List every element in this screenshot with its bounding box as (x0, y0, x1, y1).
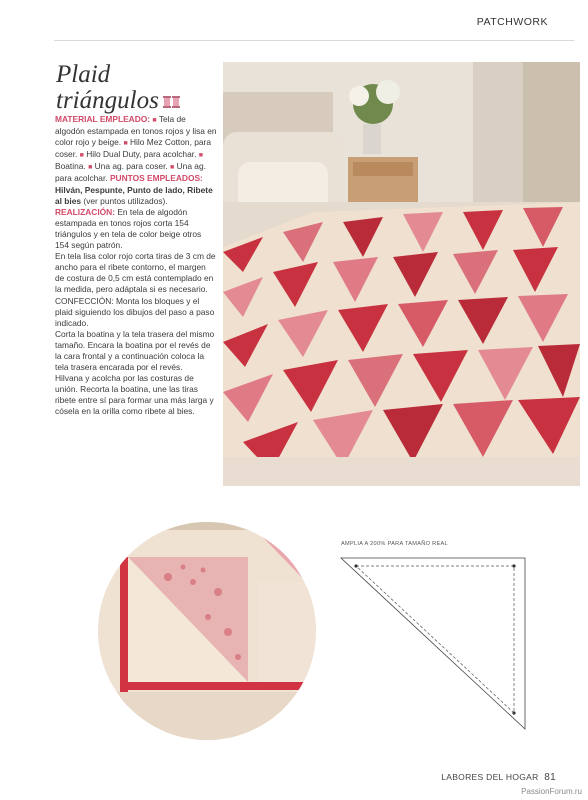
title-line-1: Plaid (56, 61, 111, 88)
watermark-text: PassionForum.ru (521, 787, 582, 796)
realization-label: REALIZACIÓN: (55, 206, 116, 217)
stitches-list: Hilván, Pespunte, Punto de lado, Ribete al bies (55, 184, 213, 206)
magazine-name: LABORES DEL HOGAR (441, 772, 539, 782)
material-item: Hilo Dual Duty, para acolchar. (86, 149, 197, 160)
material-item: Una ag. para acolchar. (55, 161, 206, 184)
material-item: Boatina. (55, 161, 86, 172)
section-title: PATCHWORK (476, 16, 548, 28)
realization-text: En tela de algodón estampada en tonos rojos corta 154 triángulos y en tela de color beige otros 154 según patrón. (55, 206, 202, 251)
materials-paragraph: MATERIAL EMPLEADO: ■ Tela de algodón estampada en tonos rojos y lisa en color rojo y beige. ■ Hilo Mez Cotton, para coser. ■ Hilo Dual Duty, para acolchar. ■ Boatina. ■ Una ag. para coser. ■ Una ag. para acolchar. PUNTOS EMPLEADOS: Hilván, Pespunte, Punto de lado, Ribete al bies (ver puntos utilizados). (55, 114, 217, 206)
pattern-caption: AMPLIA A 200% PARA TAMAÑO REAL (341, 541, 448, 547)
bed-quilt-photo (223, 62, 580, 486)
title-line-2 (56, 88, 216, 114)
page-number: 81 (544, 772, 556, 783)
realization-paragraph (55, 207, 217, 251)
thread-spool-icon (163, 96, 181, 108)
header-divider (54, 40, 574, 41)
quilt-detail-photo (98, 522, 316, 740)
triangle-pattern-template (338, 552, 528, 732)
material-item: Tela de algodón estampada en tonos rojos y lisa en color rojo y beige. (55, 114, 217, 148)
stitches-label: PUNTOS EMPLEADOS: (109, 173, 203, 184)
stitches-note: (ver puntos utilizados). (81, 195, 168, 206)
page-footer (441, 772, 556, 783)
material-item: Una ag. para coser. (94, 161, 168, 172)
material-item: Hilo Mez Cotton, para coser. (55, 137, 211, 160)
paragraph-finishing: Hilvana y acolcha por las costuras de unión. Recorta la boatina, une las tiras ribete entre sí para formar una más larga y cósela en la orilla como ribete al bies. (55, 373, 214, 417)
article-title (56, 62, 216, 114)
title-line-2-text: triángulos (56, 87, 159, 114)
paragraph-backing: Corta la boatina y la tela trasera del mismo tamaño. Encara la boatina por el revés de la cara frontal y a continuación coloca la tela trasera encarada por el revés. (55, 328, 215, 373)
paragraph-assembly: CONFECCIÓN: Monta los bloques y el plaid siguiendo los dibujos del paso a paso indicado. (55, 295, 215, 328)
instructions-text (55, 114, 217, 418)
materials-label: MATERIAL EMPLEADO: (55, 114, 151, 124)
paragraph-binding: En tela lisa color rojo corta tiras de 3 cm de ancho para el ribete contorno, el margen de costura de 0,5 cm está contemplado en la medida, pero adáptala si es necesario. (55, 251, 216, 295)
